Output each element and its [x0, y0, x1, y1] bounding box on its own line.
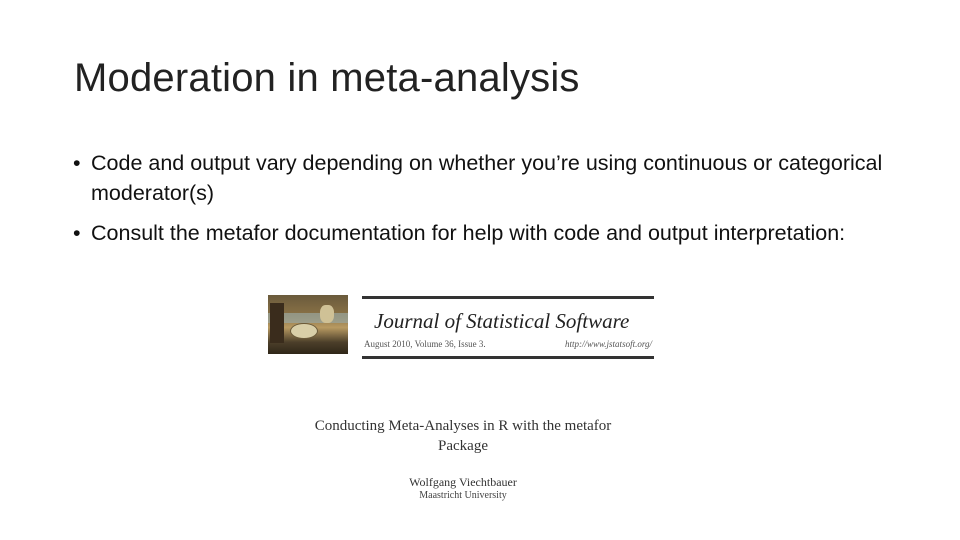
- bullet-text: Code and output vary depending on whether you’re using continuous or categorical moderator(s): [91, 151, 883, 205]
- journal-url: http://www.jstatsoft.org/: [564, 339, 652, 349]
- paper-author: Wolfgang Viechtbauer: [409, 475, 517, 489]
- journal-header: [362, 296, 654, 359]
- bullet-marker: •: [73, 221, 81, 245]
- bullet-list: [73, 148, 893, 258]
- bullet-item: [73, 148, 893, 208]
- paper-title: [268, 416, 658, 456]
- journal-name: Journal of Statistical Software: [374, 309, 630, 333]
- paper-title-line: Conducting Meta-Analyses in R with the metafor: [314, 418, 612, 434]
- paper-image: [268, 294, 658, 509]
- bullet-marker: •: [73, 151, 81, 175]
- bullet-text: Consult the metafor documentation for help with code and output interpretation:: [91, 221, 846, 245]
- slide-title: Moderation in meta-analysis: [74, 56, 580, 100]
- paper-title-line: Package: [438, 438, 488, 454]
- bullet-item: [73, 218, 893, 248]
- journal-issue: August 2010, Volume 36, Issue 3.: [364, 339, 486, 349]
- journal-logo-painting: [268, 295, 348, 354]
- paper-affiliation: Maastricht University: [419, 490, 507, 501]
